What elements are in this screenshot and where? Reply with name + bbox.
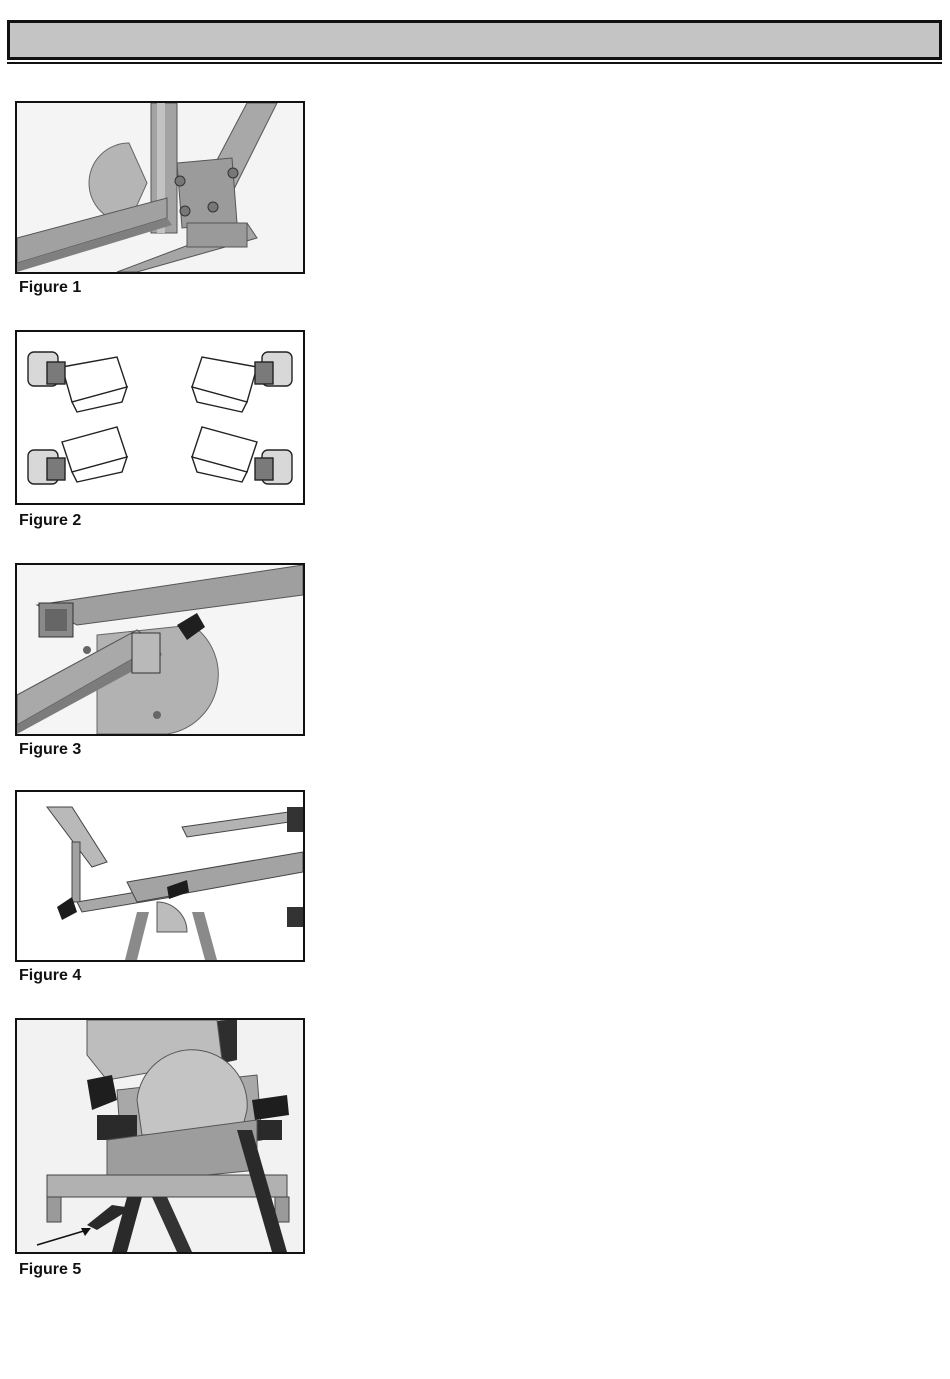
figure-1-caption: Figure 1 [19, 279, 82, 296]
figure-4-image [15, 790, 305, 962]
figure-4-caption: Figure 4 [19, 967, 82, 984]
section-header-bar [7, 20, 942, 60]
figure-2-caption: Figure 2 [19, 512, 82, 529]
figure-3-image [15, 563, 305, 736]
figure-2-image [15, 330, 305, 505]
figure-5-caption: Figure 5 [19, 1261, 82, 1278]
figure-1-image [15, 101, 305, 274]
header-divider [7, 62, 942, 64]
figure-3-caption: Figure 3 [19, 741, 82, 758]
figure-5-image [15, 1018, 305, 1254]
